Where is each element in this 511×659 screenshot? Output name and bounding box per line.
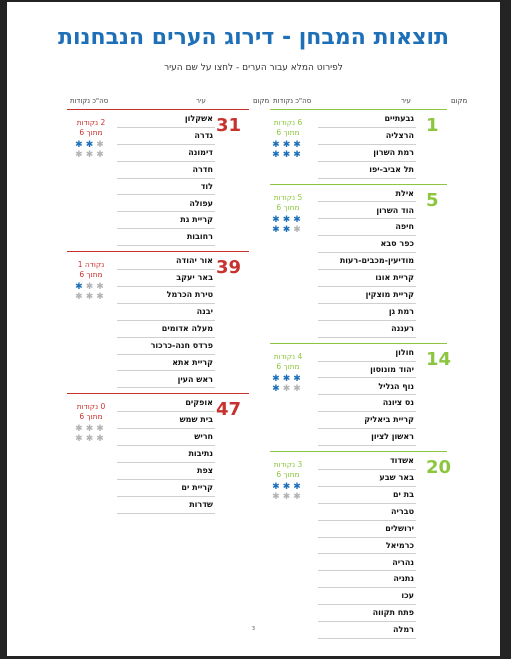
header-city-right: עיר (401, 97, 411, 105)
score-points: 3 נקודות (273, 460, 303, 470)
city-link[interactable] (117, 111, 215, 128)
star-icon: ✱ (282, 140, 294, 150)
star-icon: ✱ (96, 434, 107, 445)
star-icon: ✱ (282, 224, 294, 235)
city-link[interactable] (117, 321, 215, 338)
score-points: 6 נקודות (273, 118, 303, 127)
city-link[interactable] (318, 605, 416, 622)
city-name: קריית מוצקין (365, 290, 414, 299)
city-link[interactable] (117, 253, 215, 270)
star-icon: ✱ (293, 224, 304, 235)
score-text (264, 460, 312, 480)
city-name: ראש העין (177, 374, 213, 384)
score-stars-row (67, 424, 115, 434)
star-icon: ✱ (75, 292, 86, 303)
star-icon: ✱ (96, 282, 107, 293)
city-name: בית שמש (179, 415, 213, 425)
score-stars-row (67, 434, 115, 444)
rank-number: 5 (426, 189, 439, 211)
city-name: חריש (194, 432, 213, 442)
score-out-of: מתוך 6 (79, 270, 103, 280)
city-name: קריית גת (180, 215, 213, 225)
city-name: קריית אתא (172, 357, 213, 367)
star-icon: ✱ (272, 482, 283, 493)
city-name: הרצליה (385, 130, 414, 140)
score-text (264, 352, 312, 372)
city-name: נתניה (393, 574, 414, 584)
city-link[interactable] (117, 270, 215, 287)
city-link[interactable] (318, 321, 416, 338)
star-icon: ✱ (282, 214, 294, 225)
city-name: בת ים (392, 489, 414, 499)
score-points: 4 נקודות (273, 351, 303, 361)
header-place-right: מקום (451, 97, 468, 105)
star-icon: ✱ (272, 150, 283, 160)
city-name: אשקלון (184, 114, 213, 123)
score-stars-row (264, 215, 312, 225)
star-icon: ✱ (75, 424, 86, 435)
city-link[interactable] (318, 304, 416, 321)
star-icon: ✱ (272, 373, 283, 384)
city-link[interactable] (318, 203, 416, 220)
city-link[interactable] (117, 395, 215, 412)
star-icon: ✱ (96, 292, 107, 303)
city-name: חיפה (395, 222, 414, 232)
city-name: נהריה (392, 557, 414, 567)
header-city-left: עיר (196, 97, 206, 105)
report-page (7, 2, 500, 656)
city-link[interactable] (318, 345, 416, 362)
score-stars-row (67, 292, 115, 302)
city-link[interactable] (318, 622, 416, 639)
score-stars-row (264, 384, 312, 394)
star-icon: ✱ (85, 140, 97, 150)
city-link[interactable] (318, 219, 416, 236)
city-name: רעננה (391, 323, 414, 333)
star-icon: ✱ (293, 373, 304, 384)
star-icon: ✱ (272, 214, 283, 225)
city-name: כרמיאל (385, 540, 414, 550)
score-stars-row (264, 492, 312, 502)
city-link[interactable] (117, 355, 215, 372)
city-link[interactable] (318, 253, 416, 270)
group-divider (67, 393, 249, 394)
rank-number: 1 (426, 115, 439, 136)
star-icon: ✱ (282, 383, 294, 394)
rank-number: 20 (426, 457, 452, 479)
star-icon: ✱ (75, 150, 86, 160)
city-name: אופקים (185, 398, 213, 408)
city-link[interactable] (318, 395, 416, 412)
city-link[interactable] (318, 521, 416, 538)
score-stars-row (264, 374, 312, 384)
city-link[interactable] (318, 487, 416, 504)
city-link[interactable] (117, 412, 215, 429)
city-link[interactable] (117, 162, 215, 179)
score-out-of: מתוך 6 (276, 361, 300, 371)
star-icon: ✱ (85, 150, 97, 160)
city-name: רחובות (186, 232, 213, 242)
city-link[interactable] (318, 429, 416, 446)
city-name: נתיבות (188, 449, 213, 459)
score-stars-row (67, 140, 115, 150)
star-icon: ✱ (75, 140, 86, 150)
city-link[interactable] (117, 128, 215, 145)
city-link[interactable] (117, 446, 215, 463)
city-name: טבריה (391, 506, 414, 516)
city-link[interactable] (318, 111, 416, 128)
city-link[interactable] (117, 287, 215, 304)
city-link[interactable] (117, 497, 215, 514)
star-icon: ✱ (85, 424, 97, 435)
rank-number: 39 (216, 257, 242, 279)
star-icon: ✱ (85, 434, 97, 445)
star-icon: ✱ (293, 150, 304, 160)
star-icon: ✱ (293, 383, 304, 394)
star-icon: ✱ (282, 150, 294, 160)
star-icon: ✱ (96, 150, 107, 160)
city-name: קריית ים (181, 482, 213, 492)
city-link[interactable] (117, 429, 215, 446)
city-link[interactable] (318, 470, 416, 487)
score-text (67, 118, 115, 138)
star-icon: ✱ (75, 434, 86, 445)
city-name: אילת (395, 188, 414, 198)
star-icon: ✱ (96, 424, 107, 435)
score-out-of: מתוך 6 (276, 128, 300, 137)
city-name: אור יהודה (176, 256, 213, 266)
star-icon: ✱ (272, 224, 283, 235)
score-text (67, 402, 115, 422)
city-link[interactable] (117, 304, 215, 321)
city-name: גבעתיים (384, 114, 414, 123)
city-name: קריית ביאליק (364, 415, 414, 425)
city-name: ירושלים (385, 523, 414, 533)
score-out-of: מתוך 6 (79, 128, 103, 137)
city-name: רמלה (393, 625, 414, 635)
star-icon: ✱ (96, 140, 107, 150)
score-stars-row (264, 140, 312, 150)
star-icon: ✱ (75, 282, 86, 293)
score-stars-row (67, 150, 115, 160)
city-name: מעלה אדומים (161, 323, 213, 333)
star-icon: ✱ (282, 373, 294, 384)
city-link[interactable] (117, 229, 215, 246)
page-subtitle: לפירוט המלא עבור הערים - לחצו על שם העיר (164, 63, 343, 73)
header-place-left: מקום (253, 97, 270, 105)
group-divider (270, 451, 447, 452)
city-name: אשדוד (389, 456, 414, 466)
city-name: תל אביב-יפו (369, 164, 414, 174)
city-link[interactable] (318, 379, 416, 396)
score-text (67, 260, 115, 280)
header-score-left: סה"כ נקודות (70, 97, 109, 105)
group-divider (270, 184, 447, 185)
score-out-of: מתוך 6 (276, 202, 300, 212)
city-link[interactable] (318, 571, 416, 588)
city-name: ראשון לציון (371, 432, 414, 442)
rank-number: 31 (216, 115, 242, 136)
city-link[interactable] (117, 145, 215, 162)
star-icon: ✱ (293, 140, 304, 150)
city-link[interactable] (318, 128, 416, 145)
city-link[interactable] (318, 453, 416, 470)
city-link[interactable] (117, 338, 215, 355)
city-link[interactable] (318, 162, 416, 179)
city-name: באר יעקב (176, 273, 213, 283)
city-link[interactable] (117, 212, 215, 229)
score-stars-row (67, 282, 115, 292)
city-name: כפר סבא (380, 239, 414, 249)
city-name: עכו (401, 591, 414, 601)
city-name: רמת גן (388, 306, 414, 316)
city-name: פרדס חנה-כרכור (150, 340, 213, 350)
group-divider (67, 109, 249, 110)
score-out-of: מתוך 6 (276, 470, 300, 480)
star-icon: ✱ (272, 492, 283, 503)
city-link[interactable] (117, 463, 215, 480)
city-name: חולון (395, 347, 414, 357)
city-link[interactable] (318, 145, 416, 162)
header-score-right: סה"כ נקודות (273, 97, 312, 105)
city-name: קריית אונו (375, 273, 414, 283)
city-name: הוד השרון (376, 205, 414, 215)
city-name: פתח תקווה (372, 608, 414, 618)
page-title: תוצאות המבחן - דירוג הערים הנבחנות (57, 25, 450, 50)
city-name: נס ציונה (382, 398, 414, 408)
score-out-of: מתוך 6 (79, 412, 103, 422)
score-stars-row (264, 150, 312, 160)
city-name: רמת השרון (373, 147, 414, 157)
city-name: באר שבע (379, 473, 414, 482)
city-link[interactable] (318, 412, 416, 429)
city-link[interactable] (318, 588, 416, 605)
star-icon: ✱ (282, 492, 294, 503)
city-name: מודיעין-מכבים-רעות (339, 256, 414, 266)
star-icon: ✱ (293, 482, 304, 493)
score-stars-row (264, 225, 312, 235)
city-name: יהוד מונוסון (370, 364, 414, 374)
score-points: 2 נקודות (76, 118, 106, 127)
score-points: 5 נקודות (273, 192, 303, 202)
city-name: לוד (200, 181, 213, 191)
city-link[interactable] (117, 196, 215, 213)
city-link[interactable] (318, 186, 416, 203)
star-icon: ✱ (85, 292, 97, 303)
star-icon: ✱ (272, 383, 283, 394)
city-link[interactable] (318, 287, 416, 304)
city-link[interactable] (318, 270, 416, 287)
page-number: 3 (251, 626, 256, 632)
city-name: נוף הגליל (378, 381, 414, 391)
city-link[interactable] (318, 538, 416, 555)
star-icon: ✱ (282, 482, 294, 493)
city-link[interactable] (318, 236, 416, 253)
star-icon: ✱ (293, 214, 304, 225)
city-name: עפולה (189, 198, 213, 208)
rank-number: 14 (426, 348, 452, 370)
city-name: טירת הכרמל (166, 290, 213, 299)
city-name: חדרה (192, 164, 213, 174)
city-link[interactable] (117, 179, 215, 196)
city-name: יבנה (196, 306, 213, 316)
star-icon: ✱ (293, 492, 304, 503)
score-points: 0 נקודות (76, 402, 106, 412)
city-name: שדרות (189, 499, 213, 509)
score-stars-row (264, 482, 312, 492)
rank-number: 47 (216, 399, 242, 421)
group-divider (67, 251, 249, 252)
city-link[interactable] (318, 362, 416, 379)
score-points: נקודה 1 (77, 260, 105, 270)
score-text (264, 118, 312, 138)
city-link[interactable] (318, 555, 416, 572)
city-name: דימונה (188, 147, 213, 157)
star-icon: ✱ (272, 140, 283, 150)
city-name: צפת (197, 466, 213, 475)
city-link[interactable] (117, 372, 215, 389)
city-name: גדרה (194, 130, 213, 140)
group-divider (270, 109, 447, 110)
group-divider (270, 343, 447, 344)
score-text (264, 193, 312, 213)
star-icon: ✱ (85, 282, 97, 293)
city-link[interactable] (117, 480, 215, 497)
city-link[interactable] (318, 504, 416, 521)
